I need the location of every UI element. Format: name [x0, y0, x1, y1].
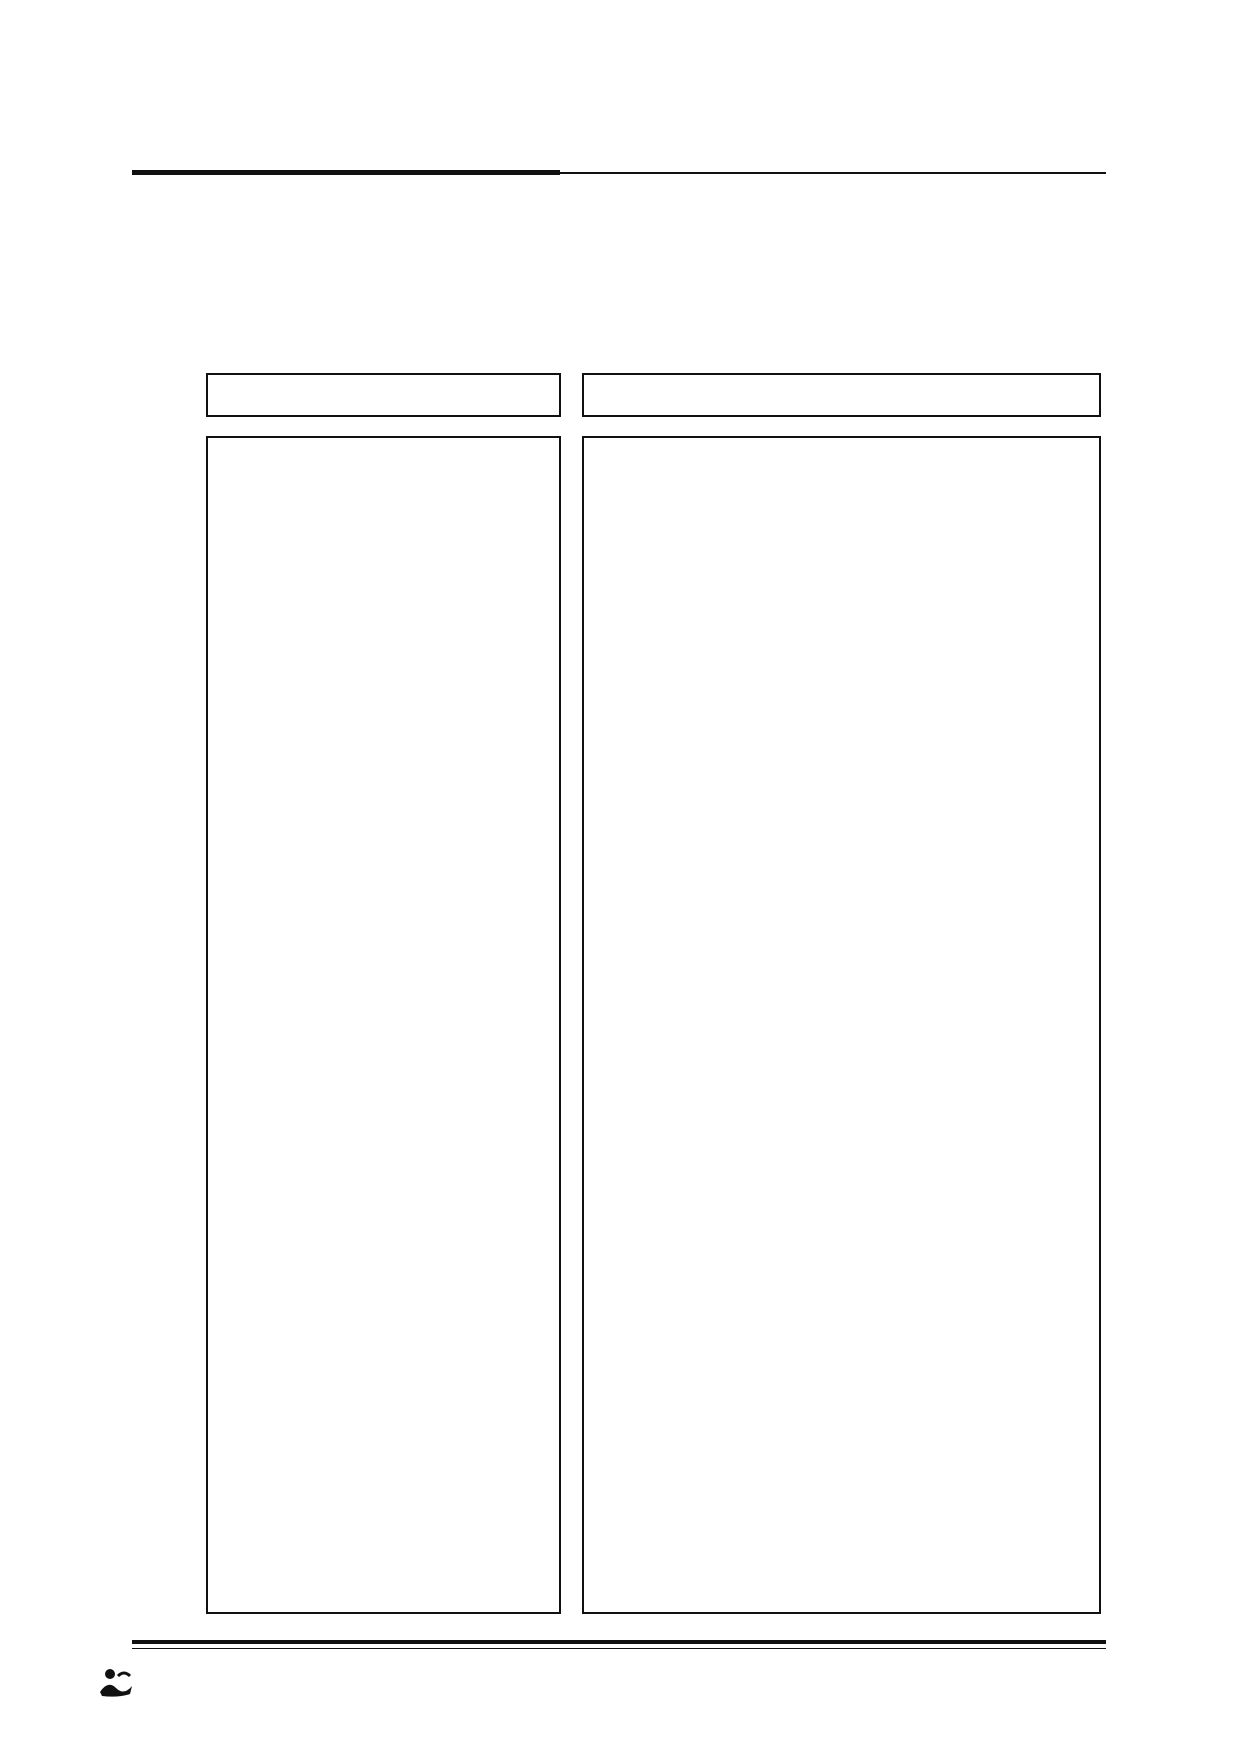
- footer-rule-thin: [132, 1648, 1106, 1649]
- direction-column: [206, 436, 561, 1614]
- header-rule-thin: [560, 172, 1106, 174]
- footer-rule: [132, 1640, 1106, 1644]
- left-column-header: [206, 373, 561, 417]
- footer-logo-icon: [96, 1662, 136, 1702]
- strategy-column: [582, 436, 1101, 1614]
- right-column-header: [582, 373, 1101, 417]
- header-rule: [132, 170, 560, 175]
